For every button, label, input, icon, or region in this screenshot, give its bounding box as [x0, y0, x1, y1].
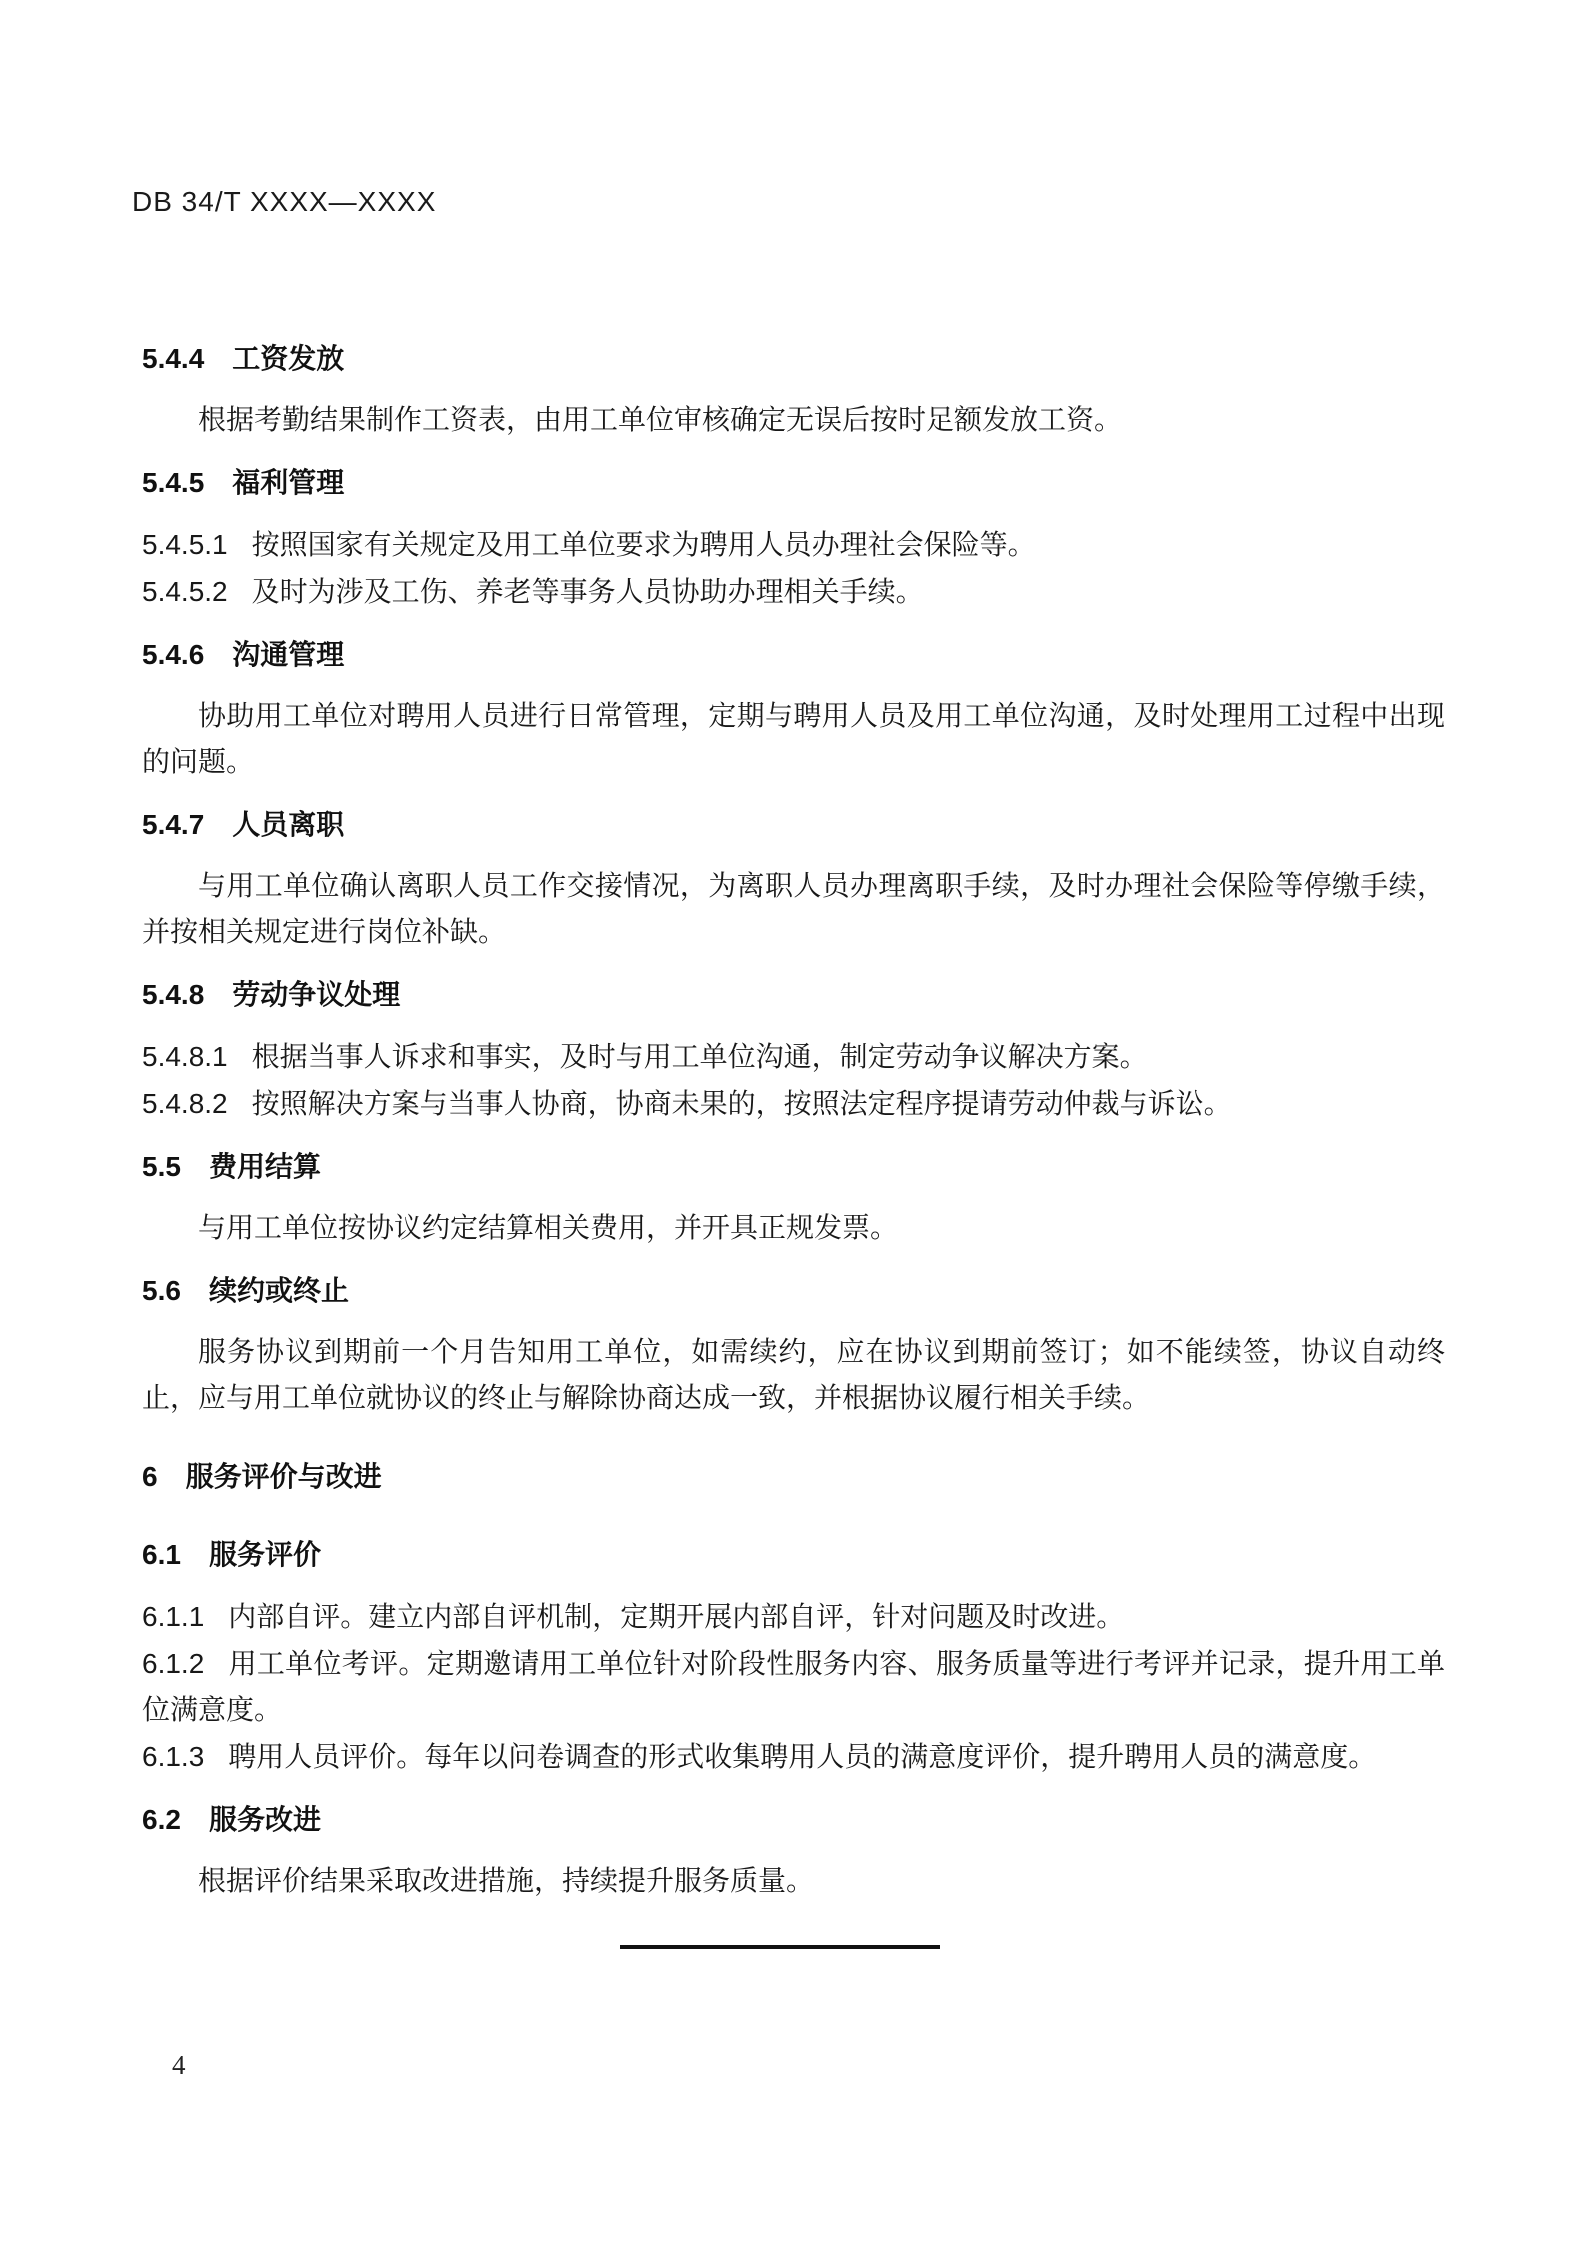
- heading-title: 劳动争议处理: [232, 979, 401, 1010]
- heading-5-5: [142, 1144, 1445, 1190]
- clause-number: 6.1.2: [142, 1648, 205, 1679]
- heading-title: 服务评价: [208, 1539, 321, 1570]
- heading-6: [142, 1454, 1445, 1500]
- heading-5-4-4: [142, 336, 1445, 382]
- heading-number: 6: [142, 1461, 158, 1492]
- heading-title: 服务评价与改进: [185, 1461, 382, 1492]
- heading-number: 6.2: [142, 1804, 181, 1835]
- clause-6-1-3: [142, 1734, 1445, 1781]
- paragraph: 与用工单位按协议约定结算相关费用，并开具正规发票。: [198, 1213, 899, 1244]
- document-body: [142, 0, 1445, 1949]
- heading-title: 福利管理: [232, 467, 345, 498]
- clause-number: 5.4.5.1: [142, 529, 228, 560]
- page-number: 4: [172, 2050, 186, 2080]
- heading-number: 5.4.7: [142, 809, 205, 840]
- heading-5-6: [142, 1268, 1445, 1314]
- heading-number: 5.4.6: [142, 639, 205, 670]
- clause-text: 按照解决方案与当事人协商，协商未果的，按照法定程序提请劳动仲裁与诉讼。: [251, 1089, 1232, 1120]
- heading-6-2: [142, 1797, 1445, 1843]
- end-of-text-rule: [620, 1945, 940, 1949]
- heading-title: 沟通管理: [232, 639, 345, 670]
- heading-title: 续约或终止: [208, 1275, 349, 1306]
- clause-5-4-8-2: [142, 1081, 1445, 1128]
- clause-5-4-5-1: [142, 522, 1445, 569]
- heading-title: 服务改进: [208, 1804, 321, 1835]
- heading-5-4-7: [142, 802, 1445, 848]
- heading-title: 工资发放: [232, 343, 345, 374]
- clause-text: 聘用人员评价。每年以问卷调查的形式收集聘用人员的满意度评价，提升聘用人员的满意度。: [228, 1742, 1377, 1773]
- heading-5-4-8: [142, 972, 1445, 1018]
- clause-number: 6.1.1: [142, 1601, 205, 1632]
- clause-text: 及时为涉及工伤、养老等事务人员协助办理相关手续。: [251, 577, 924, 608]
- heading-number: 6.1: [142, 1539, 181, 1570]
- heading-5-4-5: [142, 460, 1445, 506]
- paragraph: 服务协议到期前一个月告知用工单位，如需续约，应在协议到期前签订；如不能续签，协议自动终止，应与用工单位就协议的终止与解除协商达成一致，并根据协议履行相关手续。: [142, 1337, 1445, 1414]
- paragraph: 根据考勤结果制作工资表，由用工单位审核确定无误后按时足额发放工资。: [198, 405, 1123, 436]
- clause-6-1-1: [142, 1594, 1445, 1641]
- clause-text: 内部自评。建立内部自评机制，定期开展内部自评，针对问题及时改进。: [228, 1602, 1125, 1633]
- clause-text: 用工单位考评。定期邀请用工单位针对阶段性服务内容、服务质量等进行考评并记录，提升用工单位满意度。: [142, 1649, 1445, 1726]
- clause-text: 根据当事人诉求和事实，及时与用工单位沟通，制定劳动争议解决方案。: [251, 1042, 1148, 1073]
- clause-number: 6.1.3: [142, 1741, 205, 1772]
- heading-number: 5.6: [142, 1275, 181, 1306]
- clause-5-4-8-1: [142, 1034, 1445, 1081]
- clause-text: 按照国家有关规定及用工单位要求为聘用人员办理社会保险等。: [251, 530, 1036, 561]
- heading-number: 5.4.5: [142, 467, 205, 498]
- standard-number-header: DB 34/T XXXX—XXXX: [132, 186, 437, 217]
- heading-number: 5.4.4: [142, 343, 205, 374]
- heading-number: 5.5: [142, 1151, 181, 1182]
- clause-number: 5.4.8.1: [142, 1041, 228, 1072]
- heading-title: 人员离职: [232, 809, 345, 840]
- paragraph: 根据评价结果采取改进措施，持续提升服务质量。: [198, 1866, 815, 1897]
- clause-number: 5.4.5.2: [142, 576, 228, 607]
- clause-number: 5.4.8.2: [142, 1088, 228, 1119]
- paragraph: 协助用工单位对聘用人员进行日常管理，定期与聘用人员及用工单位沟通，及时处理用工过程中出现的问题。: [142, 701, 1445, 778]
- heading-number: 5.4.8: [142, 979, 205, 1010]
- clause-6-1-2: [142, 1641, 1445, 1734]
- paragraph: 与用工单位确认离职人员工作交接情况，为离职人员办理离职手续，及时办理社会保险等停缴手续，并按相关规定进行岗位补缺。: [142, 871, 1445, 948]
- heading-6-1: [142, 1532, 1445, 1578]
- clause-5-4-5-2: [142, 569, 1445, 616]
- heading-5-4-6: [142, 632, 1445, 678]
- heading-title: 费用结算: [208, 1151, 321, 1182]
